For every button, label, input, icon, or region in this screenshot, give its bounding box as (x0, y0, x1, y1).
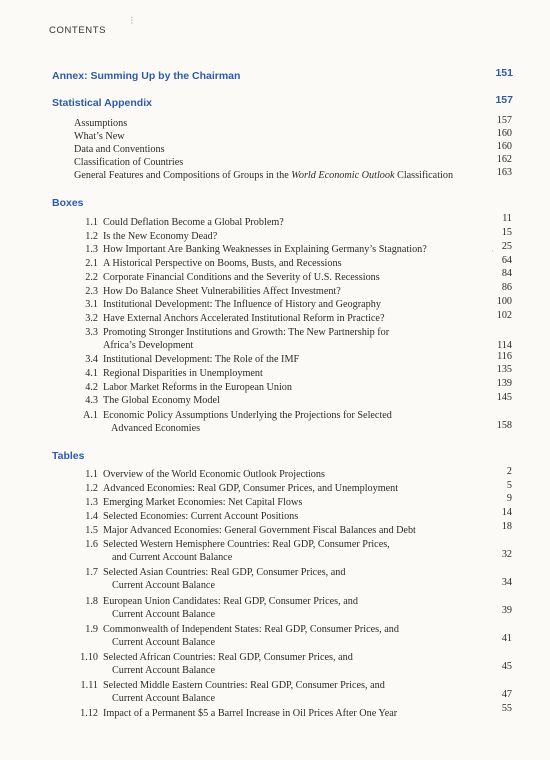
toc-page: 14 (501, 507, 512, 518)
toc-entry[interactable] (70, 707, 397, 720)
entry-number: 1.7 (85, 567, 98, 578)
entry-number: 4.2 (85, 382, 98, 393)
toc-entry[interactable] (70, 409, 392, 422)
toc-page: 32 (501, 549, 512, 560)
toc-page: 116 (497, 351, 512, 362)
entry-title: Could Deflation Become a Global Problem? (103, 217, 284, 228)
entry-number: 1.10 (80, 652, 98, 663)
entry-title: Regional Disparities in Unemployment (103, 368, 263, 379)
boxes-heading: Boxes (52, 197, 84, 209)
running-header: CONTENTS (49, 25, 107, 36)
toc-entry[interactable] (70, 679, 385, 692)
toc-entry[interactable] (70, 312, 384, 325)
toc-page: 64 (501, 255, 512, 266)
entry-number: 1.2 (85, 231, 98, 242)
toc-entry[interactable] (70, 381, 292, 394)
toc-page: 139 (496, 378, 512, 389)
toc-page: 100 (496, 296, 512, 307)
entry-number: 1.12 (80, 708, 98, 719)
toc-page: 5 (506, 480, 512, 491)
toc-page: 11 (502, 213, 512, 224)
entry-title: Selected Economies: Current Account Positions (103, 511, 299, 522)
entry-number: 3.2 (85, 313, 98, 324)
entry-number: 1.4 (85, 511, 98, 522)
toc-page: 2 (506, 466, 512, 477)
toc-entry[interactable] (70, 651, 353, 664)
toc-entry[interactable] (70, 298, 381, 311)
entry-number: 1.8 (85, 596, 98, 607)
entry-continuation: Current Account Balance (112, 580, 215, 591)
statistical-appendix-page: 157 (495, 94, 513, 106)
entry-title: Selected Middle Eastern Countries: Real GDP, Consumer Prices, and (103, 680, 385, 691)
toc-page: 84 (501, 268, 512, 279)
entry-title: A Historical Perspective on Booms, Busts, and Recessions (103, 258, 342, 269)
toc-entry[interactable] (70, 538, 390, 551)
toc-page: 145 (496, 392, 512, 403)
toc-page: 162 (496, 154, 512, 165)
annex-heading[interactable]: Annex: Summing Up by the Chairman (52, 70, 241, 82)
entry-number: A.1 (83, 410, 98, 421)
toc-entry[interactable] (70, 595, 358, 608)
entry-title: Institutional Development: The Influence of History and Geography (103, 299, 381, 310)
entry-number: 2.2 (85, 272, 98, 283)
entry-continuation: Africa’s Development (103, 340, 194, 351)
toc-page: 41 (501, 633, 512, 644)
toc-entry-general-features[interactable] (74, 169, 453, 182)
toc-page: 160 (496, 128, 512, 139)
toc-page: 163 (496, 167, 512, 178)
toc-entry[interactable] (70, 566, 345, 579)
toc-entry[interactable] (70, 482, 398, 495)
entry-number: 3.1 (85, 299, 98, 310)
toc-entry-assumptions[interactable]: Assumptions (74, 118, 128, 129)
entry-number: 1.6 (85, 539, 98, 550)
entry-text: Classification (394, 170, 454, 181)
entry-number: 1.11 (80, 680, 98, 691)
entry-title: Emerging Market Economies: Net Capital Flows (103, 497, 303, 508)
toc-page: 9 (506, 493, 512, 504)
entry-text: General Features and Compositions of Groups in the (74, 170, 292, 181)
entry-number: 1.3 (85, 244, 98, 255)
toc-page: 86 (501, 282, 512, 293)
entry-title: Selected Asian Countries: Real GDP, Consumer Prices, and (103, 567, 346, 578)
toc-page: 157 (496, 115, 512, 126)
entry-continuation: Current Account Balance (112, 693, 215, 704)
toc-entry[interactable] (70, 496, 302, 509)
entry-title: Major Advanced Economies: General Government Fiscal Balances and Debt (103, 525, 416, 536)
toc-entry[interactable] (70, 353, 299, 366)
entry-continuation: Current Account Balance (112, 609, 215, 620)
toc-entry[interactable] (70, 524, 416, 537)
toc-entry[interactable] (70, 285, 341, 298)
toc-entry[interactable] (70, 510, 298, 523)
toc-entry[interactable] (70, 271, 380, 284)
annex-page: 151 (495, 67, 513, 79)
entry-continuation: Current Account Balance (112, 637, 215, 648)
entry-number: 1.3 (85, 497, 98, 508)
toc-entry[interactable] (70, 326, 389, 339)
toc-entry[interactable] (70, 394, 220, 407)
toc-page: 18 (501, 521, 512, 532)
statistical-appendix-heading[interactable]: Statistical Appendix (52, 97, 152, 109)
entry-number: 4.1 (85, 368, 98, 379)
entry-number: 1.2 (85, 483, 98, 494)
toc-entry[interactable] (70, 367, 263, 380)
scan-mark: · (491, 246, 494, 256)
entry-title: Commonwealth of Independent States: Real GDP, Consumer Prices, and (103, 624, 399, 635)
toc-page: 135 (496, 364, 512, 375)
entry-title: Promoting Stronger Institutions and Growth: The New Partnership for (103, 327, 390, 338)
entry-title: Selected Western Hemisphere Countries: Real GDP, Consumer Prices, (103, 539, 390, 550)
toc-entry-data-conventions[interactable]: Data and Conventions (74, 144, 165, 155)
toc-page: 25 (501, 241, 512, 252)
entry-title: How Do Balance Sheet Vulnerabilities Affect Investment? (103, 286, 341, 297)
entry-continuation: and Current Account Balance (112, 552, 233, 563)
tables-heading: Tables (52, 450, 85, 462)
entry-number: 2.3 (85, 286, 98, 297)
entry-number: 3.3 (85, 327, 98, 338)
entry-title: Institutional Development: The Role of the IMF (103, 354, 300, 365)
entry-title: Have External Anchors Accelerated Institutional Reform in Practice? (103, 313, 385, 324)
entry-number: 1.5 (85, 525, 98, 536)
toc-page: 15 (501, 227, 512, 238)
toc-page: 55 (501, 703, 512, 714)
entry-italic-text: World Economic Outlook (291, 170, 395, 181)
toc-page: 158 (496, 420, 512, 431)
entry-number: 1.1 (85, 469, 98, 480)
entry-title: Is the New Economy Dead? (103, 231, 218, 242)
entry-title: Corporate Financial Conditions and the Severity of U.S. Recessions (103, 272, 380, 283)
toc-page: 114 (497, 340, 512, 351)
entry-number: 4.3 (85, 395, 98, 406)
toc-page: 45 (501, 661, 512, 672)
toc-entry-whats-new[interactable]: What’s New (74, 131, 125, 142)
toc-entry[interactable] (70, 623, 399, 636)
entry-number: 2.1 (85, 258, 98, 269)
entry-continuation: Current Account Balance (112, 665, 215, 676)
entry-title: How Important Are Banking Weaknesses in Explaining Germany’s Stagnation? (103, 244, 427, 255)
toc-page: 102 (496, 310, 512, 321)
entry-title: Economic Policy Assumptions Underlying the Projections for Selected (103, 410, 392, 421)
toc-page: 160 (496, 141, 512, 152)
entry-title: Labor Market Reforms in the European Union (103, 382, 292, 393)
entry-number: 1.9 (85, 624, 98, 635)
toc-entry[interactable] (70, 468, 325, 481)
toc-entry-classification[interactable]: Classification of Countries (74, 157, 184, 168)
entry-title: Overview of the World Economic Outlook Projections (103, 469, 325, 480)
entry-number: 1.1 (85, 217, 98, 228)
entry-title: Selected African Countries: Real GDP, Consumer Prices, and (103, 652, 353, 663)
scan-mark: ⁝ (130, 15, 134, 27)
entry-title: Advanced Economies: Real GDP, Consumer Prices, and Unemployment (103, 483, 399, 494)
toc-entry[interactable] (70, 230, 217, 243)
entry-title: European Union Candidates: Real GDP, Consumer Prices, and (103, 596, 358, 607)
entry-title: Impact of a Permanent $5 a Barrel Increase in Oil Prices After One Year (103, 708, 398, 719)
toc-page: 47 (501, 689, 512, 700)
toc-page: 34 (501, 577, 512, 588)
entry-title: The Global Economy Model (103, 395, 220, 406)
toc-entry[interactable] (70, 216, 284, 229)
entry-number: 3.4 (85, 354, 98, 365)
toc-entry[interactable] (70, 243, 427, 256)
toc-page: 39 (501, 605, 512, 616)
entry-continuation: Advanced Economies (111, 423, 201, 434)
toc-entry[interactable] (70, 257, 342, 270)
